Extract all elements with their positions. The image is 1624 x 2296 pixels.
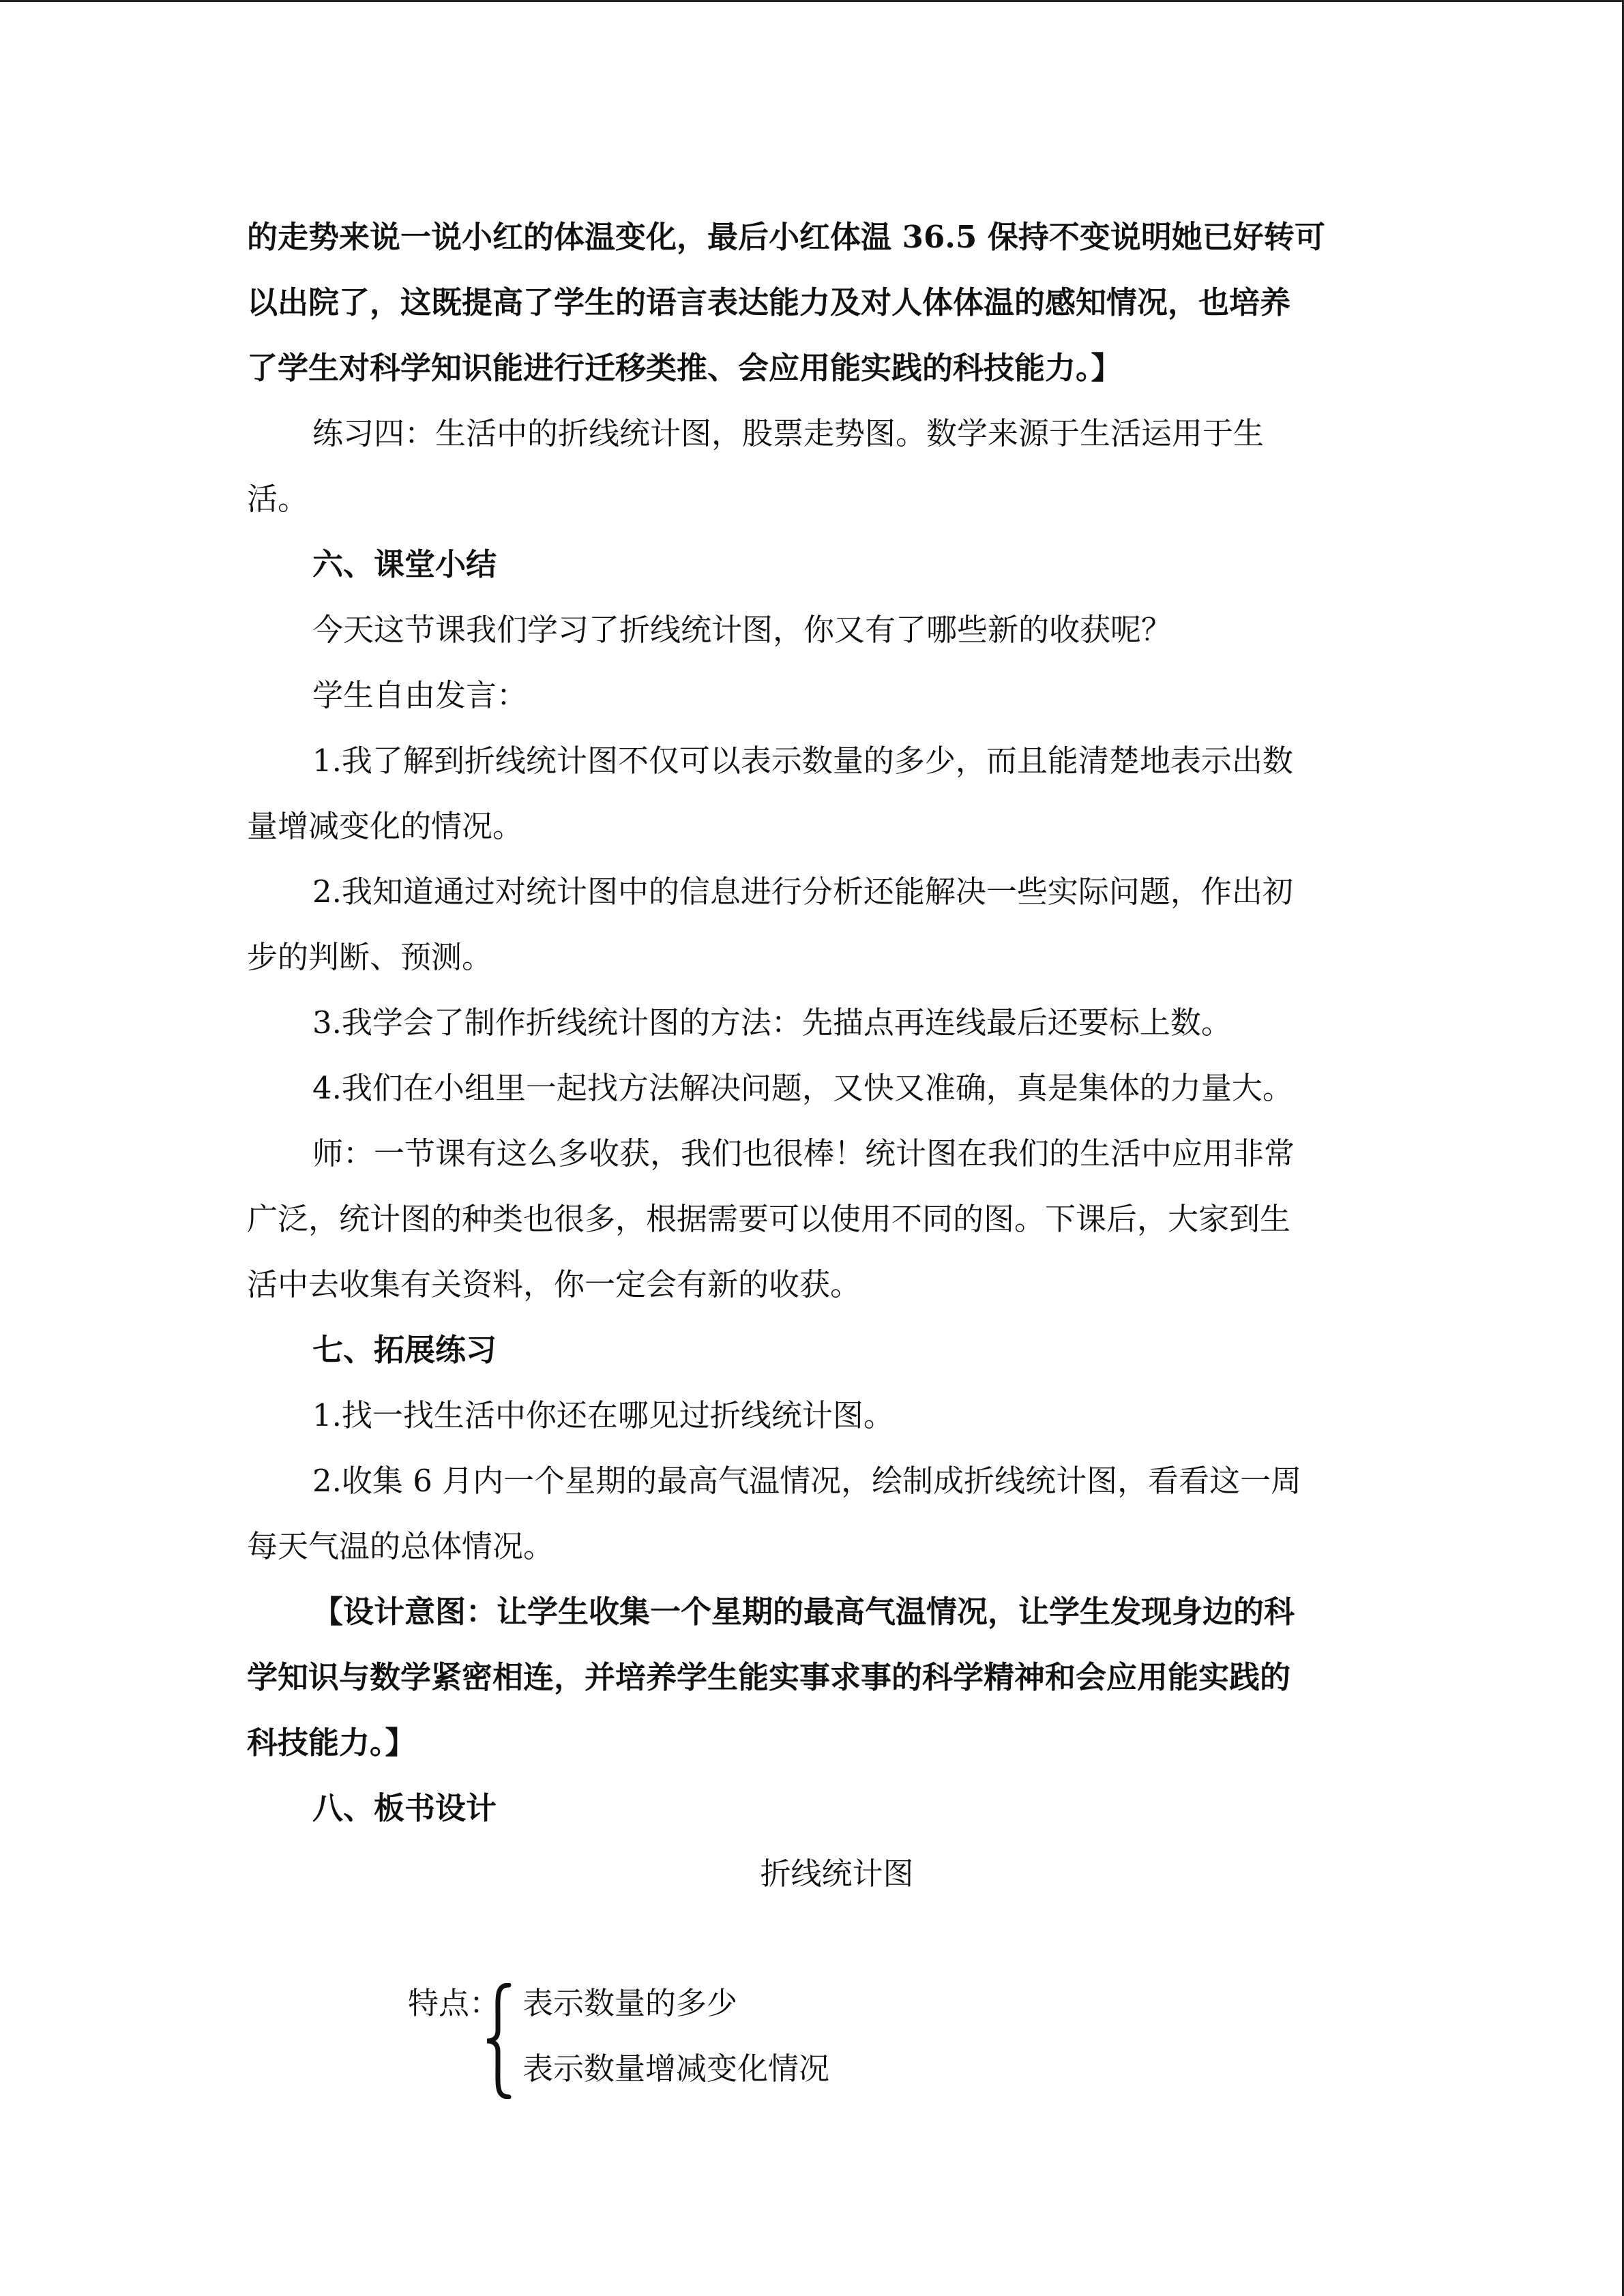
text-line: 步的判断、预测。 [247, 939, 493, 975]
text-line: 3.我学会了制作折线统计图的方法：先描点再连线最后还要标上数。 [312, 1004, 1232, 1041]
board-item: 表示数量的多少 [522, 1985, 738, 2021]
text-line: 科技能力。】 [247, 1725, 416, 1761]
text-line: 以出院了，这既提高了学生的语言表达能力及对人体体温的感知情况，也培养 [247, 284, 1291, 320]
text-line: 1.找一找生活中你还在哪见过折线统计图。 [312, 1397, 894, 1433]
text-line: 1.我了解到折线统计图不仅可以表示数量的多少，而且能清楚地表示出数 [312, 743, 1293, 779]
text-line: 4.我们在小组里一起找方法解决问题，又快又准确，真是集体的力量大。 [312, 1070, 1293, 1106]
text-line: 2.收集 6 月内一个星期的最高气温情况，绘制成折线统计图，看看这一周 [312, 1463, 1302, 1499]
board-title: 折线统计图 [760, 1855, 914, 1892]
text-line: 2.我知道通过对统计图中的信息进行分析还能解决一些实际问题，作出初 [312, 874, 1293, 910]
text-line: 八、板书设计 [312, 1790, 497, 1826]
text-line: 每天气温的总体情况。 [247, 1528, 555, 1564]
text-line: 师：一节课有这么多收获，我们也很棒！统计图在我们的生活中应用非常 [312, 1135, 1295, 1172]
text-line: 的走势来说一说小红的体温变化，最后小红体温 36.5 保持不变说明她已好转可 [247, 219, 1325, 255]
text-line: 活。 [247, 481, 309, 517]
text-line: 学生自由发言： [312, 677, 528, 713]
text-line: 六、课堂小结 [312, 546, 497, 582]
text-line: 【设计意图：让学生收集一个星期的最高气温情况，让学生发现身边的科 [312, 1594, 1295, 1630]
text-line: 广泛，统计图的种类也很多，根据需要可以使用不同的图。下课后，大家到生 [247, 1201, 1291, 1237]
text-line: 七、拓展练习 [312, 1332, 497, 1368]
text-line: 学知识与数学紧密相连，并培养学生能实事求事的科学精神和会应用能实践的 [247, 1659, 1291, 1695]
text-line: 今天这节课我们学习了折线统计图，你又有了哪些新的收获呢？ [312, 612, 1172, 648]
left-brace-icon [484, 1983, 512, 2099]
text-line: 练习四：生活中的折线统计图，股票走势图。数学来源于生活运用于生 [312, 415, 1265, 451]
board-items [522, 1971, 829, 2102]
page-border-top [0, 0, 1624, 2]
document-body [247, 205, 1376, 1841]
text-line: 活中去收集有关资料，你一定会有新的收获。 [247, 1266, 861, 1302]
board-item: 表示数量增减变化情况 [522, 2051, 830, 2087]
text-line: 量增减变化的情况。 [247, 808, 524, 844]
text-line: 了学生对科学知识能进行迁移类推、会应用能实践的科技能力。】 [247, 350, 1122, 386]
board-label: 特点： [408, 1985, 501, 2021]
